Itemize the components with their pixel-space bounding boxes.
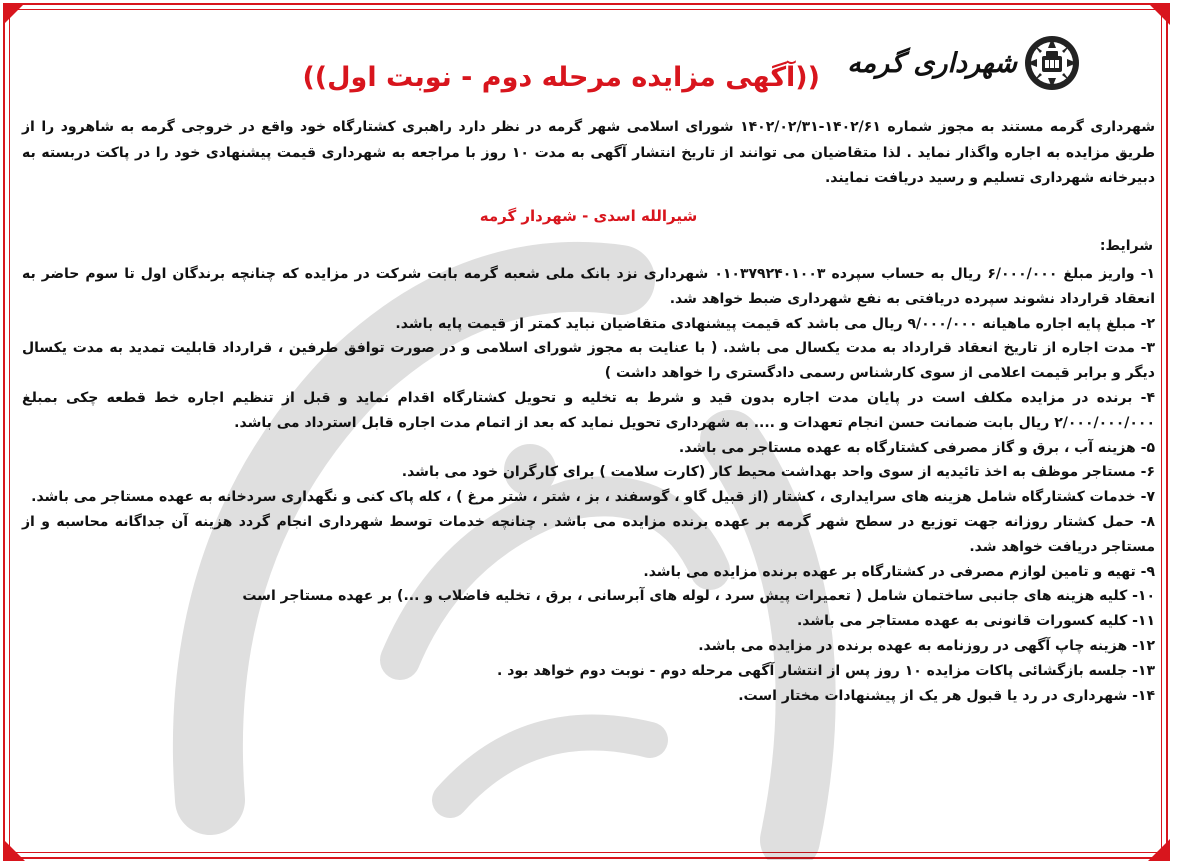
condition-item: ۱۰- کلیه هزینه های جانبی ساختمان شامل ( تعمیرات پیش سرد ، لوله های آبرسانی ، برق ، تخلیه فاضلاب و ...) بر عهده مستاجر است (242, 588, 1155, 605)
condition-item: ۸- حمل کشتار روزانه جهت توزیع در سطح شهر گرمه بر عهده برنده مزایده می باشد . چنانچه خدمات توسط شهرداری انجام گردد هزینه آن جداگانه محاسبه و از مستاجر دریافت خواهد شد. (22, 513, 1155, 555)
condition-item: ۴- برنده در مزایده مکلف است در پایان مدت اجاره بدون قید و شرط به تخلیه و تحویل کشتارگاه اقدام نماید و قبل از تنظیم اجاره خط قطعه چکی بمبلغ ۲/۰۰۰/۰۰۰/۰۰۰ ریال بابت ضمانت حسن انجام تعهدات و .... به شهرداری تحویل نماید که بعد از اتمام مدت اجاره قابل استرداد می باشد. (22, 389, 1155, 431)
page-title: ((آگهی مزایده مرحله دوم - نوبت اول)) (302, 62, 820, 93)
condition-item: ۵- هزینه آب ، برق و گاز مصرفی کشتارگاه به عهده مستاجر می باشد. (678, 439, 1155, 456)
condition-item: ۱۱- کلیه کسورات قانونی به عهده مستاجر می باشد. (796, 613, 1155, 630)
municipality-name: شهرداری گرمه (847, 48, 1017, 79)
condition-item: ۱۴- شهرداری در رد یا قبول هر یک از پیشنهادات مختار است. (738, 687, 1155, 704)
condition-item: ۲- مبلغ پایه اجاره ماهیانه ۹/۰۰۰/۰۰۰ ریال می باشد که قیمت پیشنهادی متقاضیان نباید کمتر از قیمت پایه باشد. (395, 315, 1155, 332)
condition-item: ۶- مستاجر موظف به اخذ تائیدیه از سوی واحد بهداشت محیط کار (کارت سلامت ) برای کارگران خود می باشد. (401, 464, 1155, 481)
header (0, 28, 1177, 118)
intro-paragraph: شهرداری گرمه مستند به مجوز شماره ۱۴۰۲/۶۱-۱۴۰۲/۰۲/۳۱ شورای اسلامی شهر گرمه در نظر دارد راهبری کشتارگاه خود واقع در خروجی گرمه به شاهرود را از طریق مزایده به اجاره واگذار نماید . لذا متقاضیان می توانند از تاریخ انتشار آگهی به مدت ۱۰ روز با مراجعه به شهرداری قیمت پیشنهادی خود را در پاکت دربسته به دبیرخانه شهرداری تسلیم و رسید دریافت نمایند. (22, 119, 1156, 186)
condition-item: ۱۲- هزینه چاپ آگهی در روزنامه به عهده برنده در مزایده می باشد. (698, 637, 1155, 654)
condition-item: ۹- تهیه و تامین لوازم مصرفی در کشتارگاه بر عهده برنده مزایده می باشد. (643, 563, 1155, 580)
municipality-emblem-icon (1023, 34, 1081, 92)
condition-item: ۱- واریز مبلغ ۶/۰۰۰/۰۰۰ ریال به حساب سپرده ۰۱۰۳۷۹۲۴۰۱۰۰۳ شهرداری نزد بانک ملی شعبه گرمه بابت شرکت در مزایده که چنانچه برندگان اول تا سوم حاضر به انعقاد قرارداد نشوند سپرده دریافتی به نفع شهرداری ضبط خواهد شد. (22, 266, 1156, 307)
conditions-heading: شرایط: (1099, 238, 1153, 254)
condition-item: ۱۳- جلسه بازگشائی پاکات مزایده ۱۰ روز پس از انتشار آگهی مرحله دوم - نوبت دوم خواهد بود . (497, 662, 1155, 679)
mayor-signature: شیرالله اسدی - شهردار گرمه (479, 207, 698, 225)
condition-item: ۷- خدمات کشتارگاه شامل هزینه های سرایداری ، کشتار (از قبیل گاو ، گوسفند ، بز ، شتر ، شتر مرغ ) ، کله پاک کنی و نگهداری سردخانه به عهده مستاجر می باشد. (31, 489, 1155, 506)
condition-item: ۳- مدت اجاره از تاریخ انعقاد قرارداد به مدت یکسال می باشد. ( با عنایت به مجوز شورای اسلامی و در صورت توافق طرفین ، قرارداد قابلیت تمدید به مدت یکسال دیگر و برابر قیمت اعلامی از سوی کارشناس رسمی دادگستری را خواهد داشت ) (22, 340, 1155, 382)
conditions-list (22, 262, 1155, 708)
